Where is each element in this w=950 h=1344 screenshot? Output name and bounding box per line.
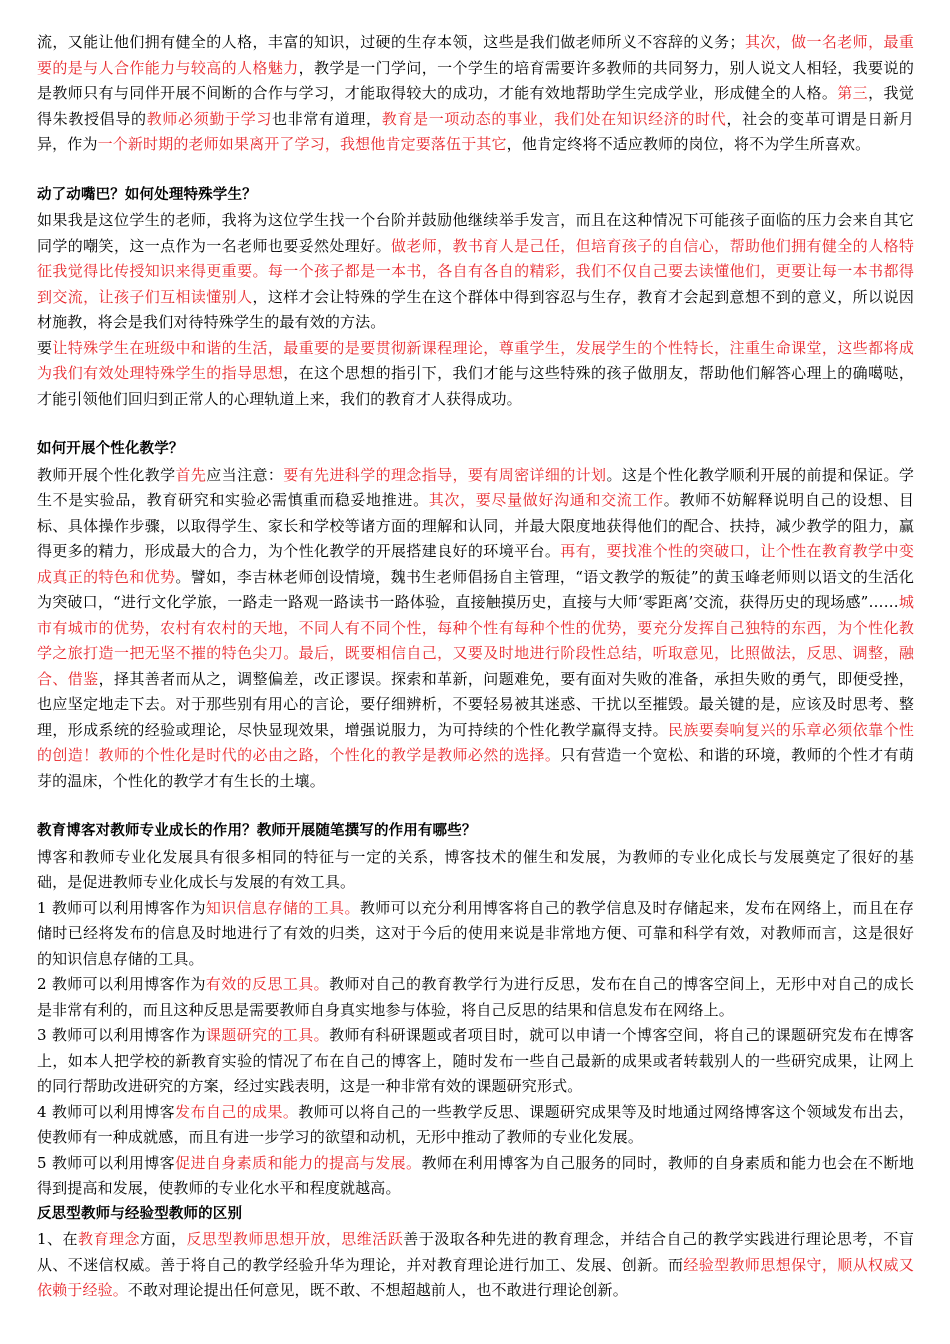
body-text: 教育博客对教师专业成长的作用？教师开展随笔撰写的作用有哪些？ <box>37 823 477 839</box>
paragraph <box>37 1151 914 1202</box>
highlighted-text: 首先 <box>175 465 207 484</box>
paragraph <box>37 463 914 795</box>
paragraph <box>37 336 914 413</box>
body-text: 方面， <box>139 1230 187 1248</box>
body-text: 教师可以充分利用博客将自己的教学信息及时存储起来，发布在网络上，而且在存储时已经将发布的信息及时地进行了有效的归类，这对于今后的使用来说是非常地方便、可靠和科学有效，对教师而言，这是很好的知识信息存储的工具。 <box>37 898 914 968</box>
body-text: 也非常有道理， <box>272 109 382 128</box>
highlighted-text: 发布自己的成果。 <box>175 1102 299 1121</box>
body-text: 如果我是这位学生的老师，我将为这位学生找一个台阶并鼓励他继续举手发言，而且在这种情况下可能孩子面临的压力会来自其它同学的嘲笑，这一点作为一名老师也要妥然处理好。 <box>37 211 914 255</box>
section-gap <box>37 412 914 437</box>
body-text: 反思型教师与经验型教师的区别 <box>37 1205 243 1222</box>
body-text: ，在这个思想的指引下，我们才能与这些特殊的孩子做朋友，帮助他们解答心理上的确噶哒，才能引领他们回归到正常人的心理轨道上来，我们的教育才人获得成功。 <box>37 364 915 408</box>
highlighted-text: 第三 <box>837 84 869 102</box>
highlighted-text: 知识信息存储的工具。 <box>205 898 360 917</box>
body-text: 1 教师可以利用博客作为 <box>37 898 206 917</box>
body-text: 博客和教师专业化发展具有很多相同的特征与一定的关系，博客技术的催生和发展，为教师的专业化成长与发展奠定了很好的基础，是促进教师专业化成长与发展的有效工具。 <box>37 847 914 891</box>
highlighted-text: 促进自身素质和能力的提高与发展。 <box>175 1153 422 1172</box>
body-text: 教师对自己的教育教学行为进行反思，发布在自己的博客空间上，无形中对自己的成长是非常有利的，而且这种反思是需要教师自身真实地参与体验，将自己反思的结果和信息发布在网络上。 <box>37 975 914 1019</box>
body-text: 。教师不妨解释说明自己的设想、目标、具体操作步骤，以取得学生、家长和学校等诸方面的理解和认同，并最大限度地获得他们的配合、扶持，减少教学的阻力，赢得更多的精力，形成最大的合力，为个性化教学的开展搭建良好的环境平台。 <box>37 491 914 560</box>
section-heading <box>37 183 914 209</box>
paragraph <box>37 1100 914 1151</box>
body-text: 如何开展个性化教学？ <box>37 441 184 457</box>
body-text: 善于汲取各种先进的教育理念，并结合自己的教学实践进行理论思考，不盲从、不迷信权威。善于将自己的教学经验升华为理论，并对教育理论进行加工、发展、创新。而 <box>37 1230 914 1274</box>
body-text: 教师开展个性化教学 <box>37 465 176 484</box>
body-text: 教师有科研课题或者项目时，就可以申请一个博客空间，将自己的课题研究发布在博客上，如本人把学校的新教育实验的情况了布在自己的博客上，随时发布一些自己最新的成果或者转载别人的一些研究成果，让网上的同行帮助改进研究的方案，经过实践表明，这是一种非常有效的课题研究形式。 <box>37 1026 914 1095</box>
body-text: 应当注意： <box>206 465 284 484</box>
highlighted-text: 有效的反思工具。 <box>205 975 330 993</box>
highlighted-text: 教育是一项动态的事业，我们处在知识经济的时代 <box>381 109 727 128</box>
section-gap <box>37 794 914 819</box>
body-text: ，他肯定终将不适应教师的岗位，将不为学生所喜欢。 <box>506 135 871 153</box>
section-heading <box>37 437 914 463</box>
body-text: 4 教师可以利用博客 <box>37 1102 176 1121</box>
body-text: ，我觉得朱教授倡导的 <box>37 84 914 128</box>
paragraph <box>37 208 914 336</box>
highlighted-text: 民族要奏响复兴的乐章必须依靠个性的创造！教师的个性化是时代的必由之路，个性化的教学是教师必然的选择。 <box>37 720 915 764</box>
paragraph <box>37 896 914 973</box>
paragraph <box>37 30 914 158</box>
highlighted-text: 经验型教师思想保守，顺从权威又依赖于经验。 <box>37 1255 914 1299</box>
body-text: 流，又能让他们拥有健全的人格，丰富的知识，过硬的生存本领，这些是我们做老师所义不容辞的义务； <box>37 33 745 51</box>
body-text: 要 <box>37 338 53 357</box>
highlighted-text: 再有，要找准个性的突破口，让个性在教育教学中变成真正的特色和优势 <box>37 542 914 586</box>
body-text: 5 教师可以利用博客 <box>37 1153 176 1172</box>
body-text: ，这样才会让特殊的学生在这个群体中得到容忍与生存，教育才会起到意想不到的意义，所以说因材施教，将会是我们对待特殊学生的最有效的方法。 <box>37 287 914 331</box>
highlighted-text: 要有先进科学的理念指导，要有周密详细的计划 <box>283 465 607 484</box>
highlighted-text: 课题研究的工具。 <box>205 1026 330 1044</box>
body-text: 。这是个性化教学顺利开展的前提和保证。学生不是实验品，教育研究和实验必需慎重而稳妥地推进。 <box>37 465 914 509</box>
body-text: 教师可以将自己的一些教学反思、课题研究成果等及时地通过网络博客这个领域发布出去，使教师有一种成就感，而且有进一步学习的欲望和动机，无形中推动了教师的专业化发展。 <box>37 1102 914 1146</box>
body-text: 教师在利用博客为自己服务的同时，教师的自身素质和能力也会在不断地得到提高和发展，使教师的专业化水平和程度就越高。 <box>37 1153 915 1197</box>
highlighted-text: 其次，做一名老师，最重要的是与人合作能力与较高的人格魅力 <box>37 33 914 77</box>
paragraph <box>37 845 914 896</box>
section-heading <box>37 1202 914 1228</box>
highlighted-text: 城市有城市的优势，农村有农村的天地，不同人有不同个性，每种个性有每种个性的优势，要充分发挥自己独特的东西，为个性化教学之旅打造一把无坚不摧的特色尖刀。最后，既要相信自己，又要及时地进行阶段性总结，听取意见，比照做法，反思、调整，融合、借鉴 <box>37 593 915 688</box>
highlighted-text: 教师必须勤于学习 <box>146 109 273 128</box>
highlighted-text: 反思型教师思想开放，思维活跃 <box>186 1230 404 1248</box>
body-text: 3 教师可以利用博客作为 <box>37 1026 206 1044</box>
body-text: 只有营造一个宽松、和谐的环境，教师的个性才有萌芽的温床，个性化的教学才有生长的土壤。 <box>37 746 914 790</box>
highlighted-text: 其次，要尽量做好沟通和交流工作 <box>428 491 664 509</box>
section-heading <box>37 819 914 845</box>
body-text: 。譬如，李吉林老师创设情境，魏书生老师倡扬自主管理，“语文教学的叛徒”的黄玉峰老师则以语文的生活化为突破口，“进行文化学旅，一路走一路观一路读书一路体验，直接触摸历史，直接与大师‘零距离’交流，获得历史的现场感”…… <box>37 567 914 611</box>
paragraph <box>37 1023 914 1100</box>
body-text: ，教学是一门学问，一个学生的培育需要许多教师的共同努力，别人说文人相轻，我要说的是教师只有与同伴开展不间断的合作与学习，才能取得较大的成功，才能有效地帮助学生完成学业，形成健全的人格。 <box>37 58 914 102</box>
body-text: 不敢对理论提出任何意见，既不敢、不想超越前人，也不敢进行理论创新。 <box>127 1281 628 1299</box>
highlighted-text: 教育理念 <box>78 1230 140 1248</box>
highlighted-text: 做老师，教书育人是己任，但培育孩子的自信心，帮助他们拥有健全的人格特征我觉得比传授知识来得更重要。每一个孩子都是一本书，各自有各自的精彩，我们不仅自己要去读懂他们，更要让每一本书都得到交流，让孩子们互相读懂别人 <box>37 236 915 306</box>
highlighted-text: 一个新时期的老师如果离开了学习，我想他肯定要落伍于其它 <box>97 135 507 153</box>
body-text: ，社会的变革可谓是日新月异，作为 <box>37 109 914 153</box>
body-text: 动了动嘴巴？如何处理特殊学生？ <box>37 186 257 203</box>
paragraph <box>37 1227 914 1304</box>
body-text: 2 教师可以利用博客作为 <box>37 975 206 993</box>
section-gap <box>37 158 914 183</box>
body-text: ，择其善者而从之，调整偏差，改正谬误。探索和革新，问题难免，要有面对失败的准备，承担失败的勇气，即便受挫，也应坚定地走下去。对于那些别有用心的言论，要仔细辨析，不要轻易被其迷惑、干扰以至摧毁。最关键的是，应该及时思考、整理，形成系统的经验或理论，尽快显现效果，增强说服力，为可持续的个性化教学赢得支持。 <box>37 669 914 739</box>
highlighted-text: 让特殊学生在班级中和谐的生活，最重要的是要贯彻新课程理论，尊重学生，发展学生的个性特长，注重生命课堂，这些都将成为我们有效处理特殊学生的指导思想 <box>37 338 914 382</box>
body-text: 1、在 <box>37 1230 79 1248</box>
paragraph <box>37 972 914 1023</box>
